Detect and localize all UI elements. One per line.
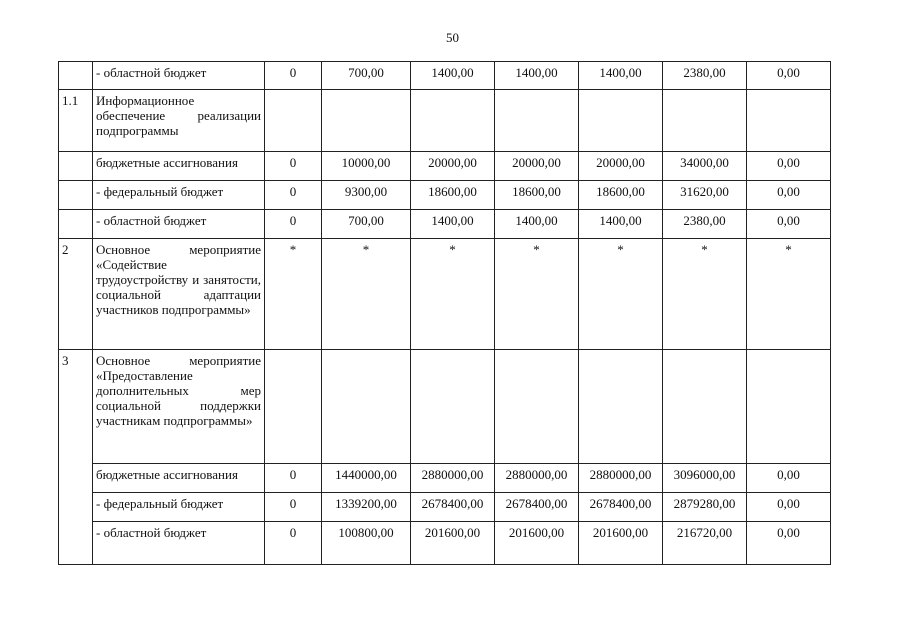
table-row xyxy=(59,464,831,493)
value-cell: 10000,00 xyxy=(322,152,411,181)
table-row xyxy=(59,62,831,90)
row-name-cell: - областной бюджет xyxy=(93,62,265,90)
value-cell: 2880000,00 xyxy=(495,464,579,493)
row-number-cell: 1.1 xyxy=(59,90,93,152)
value-cell: 2879280,00 xyxy=(663,493,747,522)
value-cell: 2678400,00 xyxy=(579,493,663,522)
row-name-cell: Основное мероприятие «Предоставление дополнительных мер социальной поддержки участникам подпрограммы» xyxy=(93,350,265,464)
value-cell: 34000,00 xyxy=(663,152,747,181)
value-cell: 0,00 xyxy=(747,152,831,181)
value-cell: 20000,00 xyxy=(579,152,663,181)
value-cell: 1440000,00 xyxy=(322,464,411,493)
value-cell xyxy=(495,350,579,464)
row-number-cell xyxy=(59,62,93,90)
value-cell: 700,00 xyxy=(322,210,411,239)
value-cell: 1400,00 xyxy=(411,210,495,239)
value-cell xyxy=(411,90,495,152)
value-cell: 0 xyxy=(265,464,322,493)
value-cell xyxy=(663,350,747,464)
value-cell: 0,00 xyxy=(747,493,831,522)
value-cell: 2880000,00 xyxy=(579,464,663,493)
row-name-cell: бюджетные ассигнования xyxy=(93,464,265,493)
value-cell: 201600,00 xyxy=(411,522,495,565)
value-cell: * xyxy=(663,239,747,350)
value-cell: 0,00 xyxy=(747,522,831,565)
value-cell xyxy=(747,350,831,464)
value-cell: 9300,00 xyxy=(322,181,411,210)
value-cell xyxy=(265,90,322,152)
value-cell: 201600,00 xyxy=(579,522,663,565)
table-row xyxy=(59,239,831,350)
value-cell xyxy=(265,350,322,464)
value-cell: 18600,00 xyxy=(579,181,663,210)
value-cell: 1400,00 xyxy=(579,210,663,239)
row-number-cell xyxy=(59,181,93,210)
value-cell: 18600,00 xyxy=(495,181,579,210)
value-cell xyxy=(322,350,411,464)
value-cell: 201600,00 xyxy=(495,522,579,565)
table-row xyxy=(59,90,831,152)
value-cell: 700,00 xyxy=(322,62,411,90)
value-cell: 3096000,00 xyxy=(663,464,747,493)
table-row xyxy=(59,522,831,565)
value-cell: 0,00 xyxy=(747,62,831,90)
value-cell: 0 xyxy=(265,181,322,210)
value-cell: * xyxy=(265,239,322,350)
value-cell: 0 xyxy=(265,152,322,181)
row-name-cell: - областной бюджет xyxy=(93,210,265,239)
table-row xyxy=(59,210,831,239)
value-cell xyxy=(579,350,663,464)
value-cell: 20000,00 xyxy=(495,152,579,181)
value-cell: 0,00 xyxy=(747,464,831,493)
value-cell: 2880000,00 xyxy=(411,464,495,493)
value-cell: 1400,00 xyxy=(495,210,579,239)
value-cell: 31620,00 xyxy=(663,181,747,210)
table-row xyxy=(59,152,831,181)
value-cell: 18600,00 xyxy=(411,181,495,210)
value-cell: 2678400,00 xyxy=(411,493,495,522)
value-cell: 1339200,00 xyxy=(322,493,411,522)
value-cell xyxy=(411,350,495,464)
value-cell: 216720,00 xyxy=(663,522,747,565)
value-cell: * xyxy=(747,239,831,350)
value-cell: 1400,00 xyxy=(411,62,495,90)
value-cell xyxy=(579,90,663,152)
row-name-cell: - областной бюджет xyxy=(93,522,265,565)
row-number-cell xyxy=(59,152,93,181)
value-cell: * xyxy=(411,239,495,350)
row-name-cell: бюджетные ассигнования xyxy=(93,152,265,181)
value-cell xyxy=(663,90,747,152)
value-cell: 0 xyxy=(265,62,322,90)
row-name-cell: Основное мероприятие «Содействие трудоустройству и занятости, социальной адаптации участников подпрограммы» xyxy=(93,239,265,350)
page-number: 50 xyxy=(446,30,459,45)
value-cell: 0 xyxy=(265,493,322,522)
value-cell: 1400,00 xyxy=(579,62,663,90)
row-number-cell: 2 xyxy=(59,239,93,350)
value-cell: * xyxy=(579,239,663,350)
table-row xyxy=(59,493,831,522)
value-cell: 2380,00 xyxy=(663,210,747,239)
table-row xyxy=(59,181,831,210)
row-number-cell: 3 xyxy=(59,350,93,565)
value-cell: 20000,00 xyxy=(411,152,495,181)
value-cell: * xyxy=(322,239,411,350)
value-cell xyxy=(322,90,411,152)
value-cell: 0,00 xyxy=(747,210,831,239)
budget-table xyxy=(58,61,831,565)
value-cell: * xyxy=(495,239,579,350)
value-cell: 0 xyxy=(265,522,322,565)
row-number-cell xyxy=(59,210,93,239)
value-cell: 2678400,00 xyxy=(495,493,579,522)
value-cell: 0,00 xyxy=(747,181,831,210)
row-name-cell: - федеральный бюджет xyxy=(93,493,265,522)
value-cell: 1400,00 xyxy=(495,62,579,90)
value-cell: 2380,00 xyxy=(663,62,747,90)
value-cell: 0 xyxy=(265,210,322,239)
row-name-cell: - федеральный бюджет xyxy=(93,181,265,210)
value-cell xyxy=(495,90,579,152)
value-cell: 100800,00 xyxy=(322,522,411,565)
value-cell xyxy=(747,90,831,152)
table-row xyxy=(59,350,831,464)
row-name-cell: Информационное обеспечение реализации подпрограммы xyxy=(93,90,265,152)
